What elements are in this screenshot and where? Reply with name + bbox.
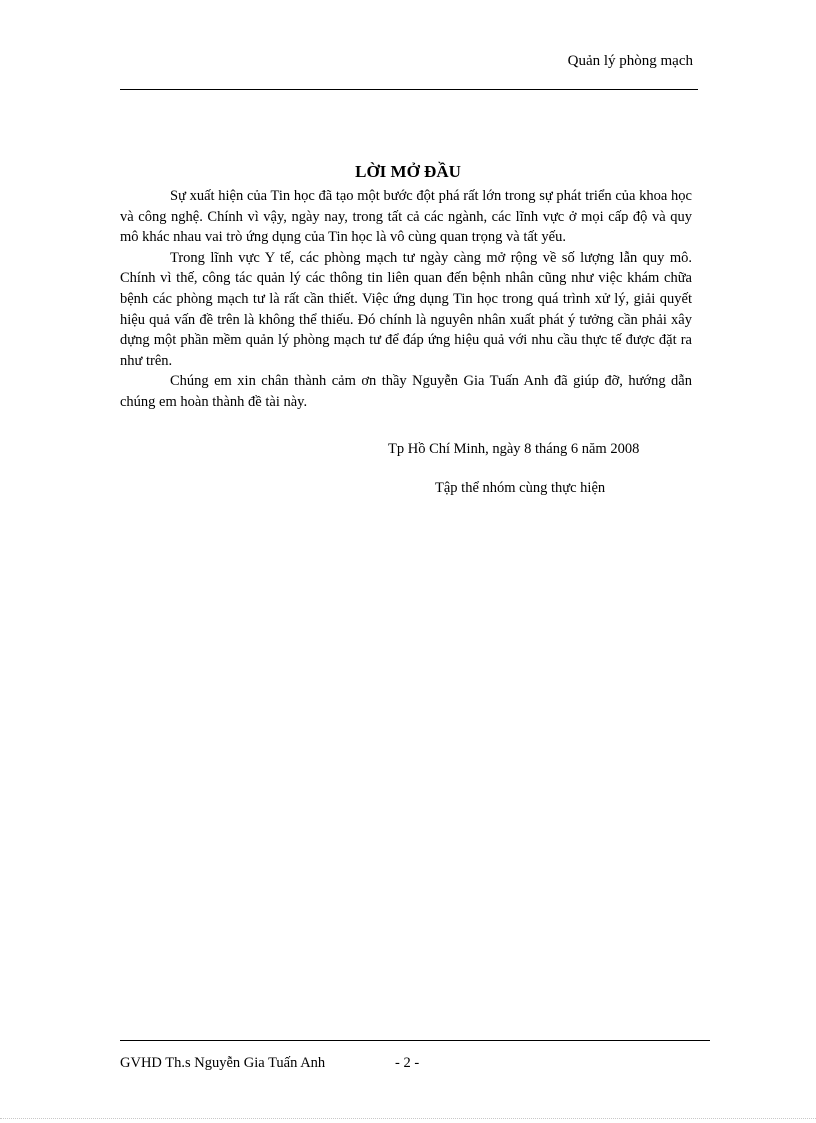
header-title: Quản lý phòng mạch: [567, 53, 693, 69]
paragraph-thanks: Chúng em xin chân thành cảm ơn thầy Nguyễn Gia Tuấn Anh đã giúp đỡ, hướng dẫn chúng em hoàn thành đề tài này.: [120, 373, 692, 410]
document-title: LỜI MỞ ĐẦU: [355, 162, 461, 181]
place-date: Tp Hồ Chí Minh, ngày 8 tháng 6 năm 2008: [388, 441, 640, 457]
page-boundary: [0, 1118, 816, 1119]
paragraph-intro: Sự xuất hiện của Tin học đã tạo một bước đột phá rất lớn trong sự phát triển của khoa học và công nghệ. Chính vì vậy, ngày nay, trong tất cả các ngành, các lĩnh vực ở mọi cấp độ và quy mô khác nhau vai trò ứng dụng của Tin học là vô cùng quan trọng và tất yếu.: [120, 188, 692, 246]
document-body: [120, 186, 692, 413]
paragraph-context: Trong lĩnh vực Y tế, các phòng mạch tư ngày càng mở rộng về số lượng lẫn quy mô. Chính vì thế, công tác quản lý các thông tin liên quan đến bệnh nhân cũng như việc khám chữa bệnh các phòng mạch tư là rất cần thiết. Việc ứng dụng Tin học trong quá trình xử lý, giải quyết hiệu quả vấn đề trên là không thể thiếu. Đó chính là nguyên nhân xuất phát ý tưởng cần phải xây dựng một phần mềm quản lý phòng mạch tư để đáp ứng hiệu quả với nhu cầu thực tế được đặt ra như trên.: [120, 249, 692, 369]
header-divider: [120, 89, 698, 90]
page-number: - 2 -: [395, 1055, 420, 1071]
footer-advisor: GVHD Th.s Nguyễn Gia Tuấn Anh: [120, 1055, 326, 1071]
footer-divider: [120, 1040, 710, 1041]
signature: Tập thể nhóm cùng thực hiện: [435, 480, 606, 496]
